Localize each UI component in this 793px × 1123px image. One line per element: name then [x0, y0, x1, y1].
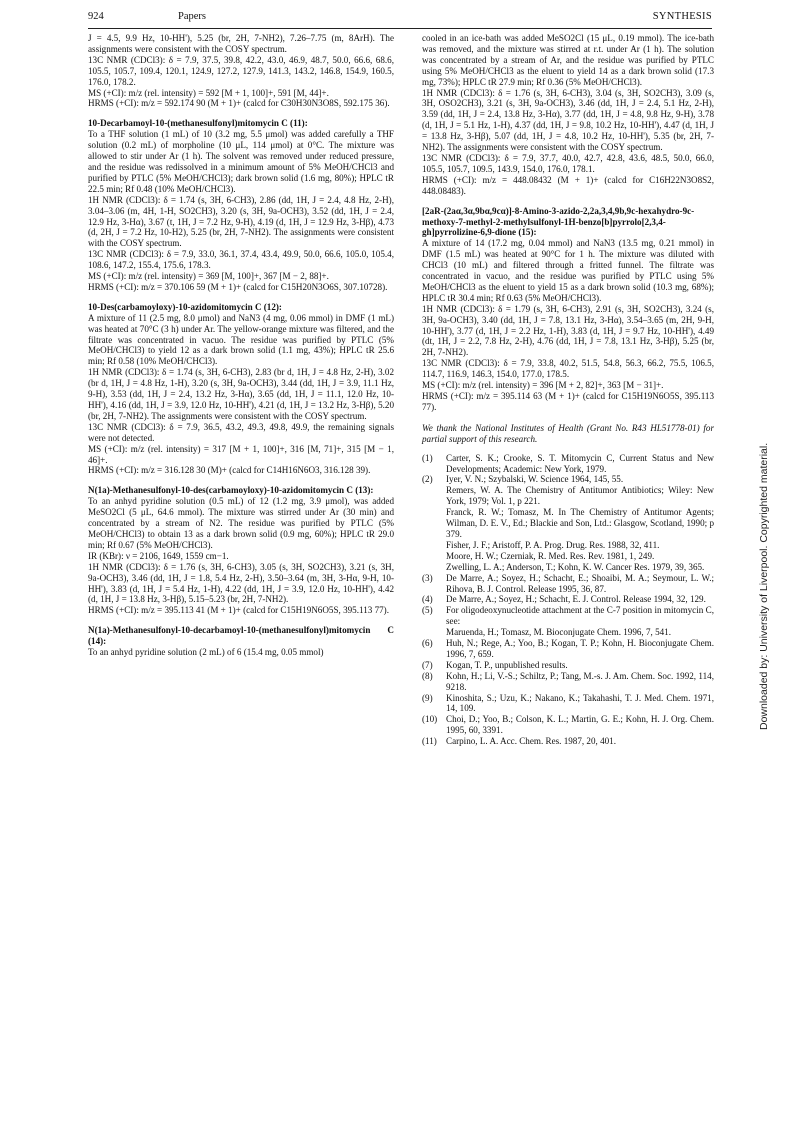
section-heading: [2aR-(2aα,3α,9bα,9cα)]-8-Amino-3-azido-2,2a,3,4,9b,9c-hexahydro-9c-methoxy-7-methyl-2-methylsulfonyl-1H-benzo[b]pyrrolo[2,3,4-gh]pyrrolizine-6,9-dione (15):: [422, 205, 695, 238]
paragraph: HRMS (+CI): m/z = 316.128 30 (M)+ (calcd for C14H16N6O3, 316.128 39).: [88, 465, 371, 476]
acknowledgement: We thank the National Institutes of Health (Grant No. R43 HL51778-01) for partial support of this research.: [422, 422, 714, 444]
paragraph: HRMS (+CI): m/z = 395.114 63 (M + 1)+ (calcd for C15H19N6O5S, 395.113 77).: [422, 391, 714, 412]
paragraph: 13C NMR (CDCl3): δ = 7.9, 36.5, 43.2, 49.3, 49.8, 49.9, the remaining signals were not detected.: [88, 421, 394, 443]
section-heading: N(1a)-Methanesulfonyl-10-decarbamoyl-10-(methanesulfonyl)mitomycin C (14):: [88, 625, 394, 647]
paragraph: MS (+CI): m/z (rel. intensity) = 317 [M + 1, 100]+, 316 [M, 71]+, 315 [M − 1, 46]+.: [88, 443, 394, 465]
paragraph: 13C NMR (CDCl3): δ = 7.9, 33.0, 36.1, 37.4, 43.4, 49.9, 50.0, 66.6, 105.0, 105.4, 108.6, 147.2, 155.4, 175.6, 178.3.: [88, 249, 394, 271]
paragraph: 13C NMR (CDCl3): δ = 7.9, 37.7, 40.0, 42.7, 42.8, 43.6, 48.5, 50.0, 66.0, 105.5, 105.7, 109.5, 143.9, 154.0, 176.0, 178.1.: [422, 152, 714, 174]
reference-number: (4): [422, 594, 433, 605]
reference-text: Choi, D.; Yoo, B.; Colson, K. L.; Martin, G. E.; Kohn, H. J. Org. Chem. 1995, 60, 3391.: [446, 714, 714, 736]
paragraph: 1H NMR (CDCl3): δ = 1.79 (s, 3H, 6-CH3), 2.91 (s, 3H, SO2CH3), 3.24 (s, 3H, 9a-OCH3), 3.40 (dd, 1H, J = 7.8, 13.1 Hz, 3-Hα), 3.54–3.65 (m, 2H, 9-H, 10-HH'), 3.77 (d, 1H, J = 2.2 Hz, 1-H), 3.83 (d, 1H, J = 9.7 Hz, 10-HH'), 4.49 (dt, 1H, J = 2.2, 7.8 Hz, 2-H), 4.76 (dd, 1H, J = 7.8, 13.1 Hz, 3-Hβ), 5.25 (br, 2H, 7-NH2).: [422, 303, 714, 358]
reference-number: (3): [422, 572, 433, 583]
paragraph: To a THF solution (1 mL) of 10 (3.2 mg, 5.5 μmol) was added carefully a THF solution (0.2 mL) of morpholine (10 μL, 114 μmol) at 0°C. The mixture was allowed to stir under Ar (1 h). The solvent was removed under reduced pressure, and the residue was redissolved in a minimum amount of 5% MeOH/CHCl3 and purified by PTLC (5% MeOH/CHCl3); dark brown solid (1.6 mg, 80%); HPLC tR 22.5 min; Rf 0.48 (10% MeOH/CHCl3).: [88, 129, 394, 194]
reference-list: [422, 453, 714, 747]
reference-number: (2): [422, 474, 433, 485]
reference-number: (10): [422, 714, 438, 725]
paragraph: 13C NMR (CDCl3): δ = 7.9, 37.5, 39.8, 42.2, 43.0, 46.9, 48.7, 50.0, 66.6, 68.6, 105.5, 105.7, 109.4, 120.1, 124.9, 127.2, 127.9, 141.3, 143.2, 146.8, 154.9, 160.5, 176.0, 178.2.: [88, 54, 394, 87]
reference-number: (5): [422, 605, 433, 616]
page-number: 924: [88, 11, 104, 22]
reference-text: Kohn, H.; Li, V.-S.; Schiltz, P.; Tang, M.-s. J. Am. Chem. Soc. 1992, 114, 9218.: [446, 670, 714, 692]
reference-item: [422, 474, 714, 572]
reference-text: Iyer, V. N.; Szybalski, W. Science 1964, 145, 55.: [446, 474, 624, 485]
reference-text: Zwelling, L. A.; Anderson, T.; Kohn, K. W. Cancer Res. 1979, 39, 365.: [446, 561, 705, 572]
reference-text: Franck, R. W.; Tomasz, M. In The Chemistry of Antitumor Agents; Wilman, D. E. V., Ed.; Blackie and Son, Ltd.: Glasgow, Scotland, 1990; p 379.: [446, 507, 714, 539]
section-heading: 10-Des(carbamoyloxy)-10-azidomitomycin C (12):: [88, 301, 282, 312]
reference-item: [422, 594, 714, 605]
section-label: Papers: [178, 11, 206, 22]
paragraph: A mixture of 11 (2.5 mg, 8.0 μmol) and NaN3 (4 mg, 0.06 mmol) in DMF (1 mL) was heated at 70°C (3 h) under Ar. The yellow-orange mixture was filtered, and the filtrate was concentrated in vacuo. The residue was purified by PTLC (5% MeOH/CHCl3) to yield 12 as a dark brown solid (1.1 mg, 43%); HPLC tR 25.6 min; Rf 0.58 (10% MeOH/CHCl3).: [88, 312, 394, 367]
paragraph: 13C NMR (CDCl3): δ = 7.9, 33.8, 40.2, 51.5, 54.8, 56.3, 66.2, 75.5, 106.5, 114.7, 116.9, 146.3, 154.0, 177.0, 178.5.: [422, 358, 714, 380]
right-column: [422, 33, 714, 747]
reference-text: Maruenda, H.; Tomasz, M. Bioconjugate Chem. 1996, 7, 541.: [446, 627, 671, 638]
paragraph: cooled in an ice-bath was added MeSO2Cl (15 μL, 0.19 mmol). The ice-bath was removed, and the mixture was stirred at r.t. under Ar (1 h). The solution was concentrated by a stream of Ar, and the residue was purified by PTLC using 5% MeOH/CHCl3 as the eluent to yield 14 as a dark brown solid (17.3 mg, 73%); HPLC tR 27.9 min; Rf 0.36 (5% MeOH/CHCl3).: [422, 33, 714, 87]
paragraph: To an anhyd pyridine solution (0.5 mL) of 12 (1.2 mg, 3.9 μmol), was added MeSO2Cl (5 μL, 64.6 mmol). The mixture was stirred under Ar (30 min) and concentrated by a stream of N2. The residue was purified by PTLC (5% MeOH/CHCl3) to obtain 13 as a dark brown solid (0.9 mg, 60%); HPLC tR 29.0 min; Rf 0.67 (5% MeOH/CHCl3).: [88, 496, 394, 550]
reference-item: [422, 714, 714, 736]
paragraph: 1H NMR (CDCl3): δ = 1.74 (s, 3H, 6-CH3), 2.86 (dd, 1H, J = 2.4, 4.8 Hz, 2-H), 3.04–3.06 (m, 4H, 1-H, SO2CH3), 3.20 (s, 3H, 9a-OCH3), 3.52 (dd, 1H, J = 2.4, 12.9 Hz, 3-Hα), 3.67 (t, 1H, J = 7.2 Hz, 9-H), 4.19 (d, 1H, J = 12.9 Hz, 3-Hβ), 4.73 (d, 2H, J = 7.2 Hz, 10-H2), 5.25 (br, 2H, 7-NH2). The assignments were consistent with the COSY spectrum.: [88, 194, 394, 249]
paragraph: J = 4.5, 9.9 Hz, 10-HH'), 5.25 (br, 2H, 7-NH2), 7.26–7.75 (m, 8ArH). The assignments were consistent with the COSY spectrum.: [88, 33, 394, 54]
paragraph: IR (KBr): ν = 2106, 1649, 1559 cm−1.: [88, 550, 229, 561]
section-heading: 10-Decarbamoyl-10-(methanesulfonyl)mitomycin C (11):: [88, 118, 308, 129]
reference-item: [422, 605, 714, 638]
reference-number: (7): [422, 659, 433, 670]
header-rule: [88, 28, 712, 29]
reference-text: Kinoshita, S.; Uzu, K.; Nakano, K.; Takahashi, T. J. Med. Chem. 1971, 14, 109.: [446, 692, 714, 714]
paragraph: HRMS (+CI): m/z = 592.174 90 (M + 1)+ (calcd for C30H30N3O8S, 592.175 36).: [88, 98, 390, 109]
reference-item: [422, 736, 714, 747]
reference-text: Kogan, T. P., unpublished results.: [446, 659, 568, 670]
paragraph: HRMS (+CI): m/z = 370.106 59 (M + 1)+ (calcd for C15H20N3O6S, 307.10728).: [88, 281, 388, 292]
reference-number: (6): [422, 638, 433, 649]
reference-text: Moore, H. W.; Czerniak, R. Med. Res. Rev. 1981, 1, 249.: [446, 550, 655, 561]
reference-text: Huh, N.; Rege, A.; Yoo, B.; Kogan, T. P.; Kohn, H. Bioconjugate Chem. 1996, 7, 659.: [446, 638, 714, 659]
reference-number: (11): [422, 736, 437, 747]
paragraph: HRMS (+CI): m/z = 448.08432 (M + 1)+ (calcd for C16H22N3O8S2, 448.08483).: [422, 174, 714, 196]
reference-item: [422, 660, 714, 671]
reference-item: [422, 693, 714, 715]
reference-item: [422, 453, 714, 475]
paragraph: MS (+CI): m/z (rel. intensity) = 592 [M + 1, 100]+, 591 [M, 44]+.: [88, 87, 329, 98]
reference-item: [422, 638, 714, 660]
reference-text: Carter, S. K.; Crooke, S. T. Mitomycin C, Current Status and New Developments; Academic: New York, 1979.: [446, 452, 714, 474]
reference-text: De Marre, A.; Soyez, H.; Schacht, E. J. Control. Release 1994, 32, 129.: [446, 594, 706, 605]
reference-text: Fisher, J. F.; Aristoff, P. A. Prog. Drug. Res. 1988, 32, 411.: [446, 539, 660, 550]
reference-number: (1): [422, 452, 433, 463]
journal-name: SYNTHESIS: [652, 11, 712, 22]
reference-item: [422, 573, 714, 595]
paragraph: HRMS (+CI): m/z = 395.113 41 (M + 1)+ (calcd for C15H19N6O5S, 395.113 77).: [88, 605, 389, 616]
reference-text: Carpino, L. A. Acc. Chem. Res. 1987, 20, 401.: [446, 736, 616, 747]
paragraph: MS (+CI): m/z (rel. intensity) = 369 [M, 100]+, 367 [M − 2, 88]+.: [88, 271, 329, 282]
download-watermark: [750, 130, 790, 730]
reference-text: For oligodeoxynucleotide attachment at the C-7 position in mitomycin C, see:: [446, 605, 714, 627]
reference-text: De Marre, A.; Soyez, H.; Schacht, E.; Shoaibi, M. A.; Seymour, L. W.; Rihova, B. J. Control. Release 1995, 36, 87.: [446, 572, 714, 594]
page-header: [88, 11, 712, 29]
section-heading: N(1a)-Methanesulfonyl-10-des(carbamoyloxy)-10-azidomitomycin C (13):: [88, 485, 374, 496]
paragraph: A mixture of 14 (17.2 mg, 0.04 mmol) and NaN3 (13.5 mg, 0.21 mmol) in DMF (1.5 mL) was heated at 90°C for 1 h. The mixture was diluted with CHCl3 (10 mL) and filtered through a fritted funnel. The filtrate was concentrated in vacuo, and the residue was purified by PTLC using 5% MeOH/CHCl3 as the eluent to yield 15 as a dark brown solid (10.3 mg, 68%); HPLC tR 30.4 min; Rf 0.63 (5% MeOH/CHCl3).: [422, 238, 714, 303]
reference-number: (9): [422, 692, 433, 703]
reference-number: (8): [422, 670, 433, 681]
paragraph: 1H NMR (CDCl3): δ = 1.76 (s, 3H, 6-CH3), 3.05 (s, 3H, SO2CH3), 3.21 (s, 3H, 9a-OCH3), 3.46 (dd, 1H, J = 1.8, 5.4 Hz, 2-H), 3.50–3.64 (m, 3H, 3-Hα, 9-H, 10-HH'), 3.83 (d, 1H, J = 5.4 Hz, 1-H), 4.22 (dd, 1H, J = 3.9, 12.0 Hz, 10-HH'), 4.42 (d, 1H, J = 13.8 Hz, 3-Hβ), 5.15–5.23 (br, 2H, 7-NH2).: [88, 561, 394, 605]
paragraph: 1H NMR (CDCl3): δ = 1.76 (s, 3H, 6-CH3), 3.04 (s, 3H, SO2CH3), 3.09 (s, 3H, OSO2CH3), 3.21 (s, 3H, 9a-OCH3), 3.46 (dd, 1H, J = 2.4, 5.1 Hz, 2-H), 3.59 (dd, 1H, J = 2.4, 13.8 Hz, 3-Hα), 3.77 (dd, 1H, J = 4.8, 9.8 Hz, 9-H), 3.78 (d, 1H, J = 5.1 Hz, 1-H), 4.37 (dd, 1H, J = 9.8, 10.2 Hz, 10-HH'), 4.47 (d, 1H, J = 13.8 Hz, 3-Hβ), 5.07 (dd, 1H, J = 4.8, 10.2 Hz, 10-HH'), 5.35 (br, 2H, 7-NH2). The assignments were consistent with the COSY spectrum.: [422, 87, 714, 153]
reference-item: [422, 671, 714, 693]
right-column-body: [422, 33, 714, 445]
paragraph: 1H NMR (CDCl3): δ = 1.74 (s, 3H, 6-CH3), 2.83 (br d, 1H, J = 4.8 Hz, 2-H), 3.02 (br d, 1H, J = 4.8 Hz, 1-H), 3.20 (s, 3H, 9a-OCH3), 3.44 (dd, 1H, J = 3.9, 11.1 Hz, 9-H), 3.53 (dd, 1H, J = 2.4, 13.2 Hz, 3-Hα), 3.65 (dd, 1H, J = 11.1, 12.0 Hz, 10-HH'), 4.16 (dd, 1H, J = 3.9, 12.0 Hz, 10-HH'), 4.21 (d, 1H, J = 13.2 Hz, 3-Hβ), 5.20 (br, 2H, 7-NH2). The assignments were consistent with the COSY spectrum.: [88, 367, 394, 421]
download-note: Downloaded by: University of Liverpool. Copyrighted material.: [758, 442, 770, 730]
left-column: [88, 33, 394, 658]
paragraph: To an anhyd pyridine solution (2 mL) of 6 (15.4 mg, 0.05 mmol): [88, 647, 324, 658]
paragraph: MS (+CI): m/z (rel. intensity) = 396 [M + 2, 82]+, 363 [M − 31]+.: [422, 380, 664, 391]
reference-text: Remers, W. A. The Chemistry of Antitumor Antibiotics; Wiley: New York, 1979; Vol. 1, p 221.: [446, 485, 714, 507]
